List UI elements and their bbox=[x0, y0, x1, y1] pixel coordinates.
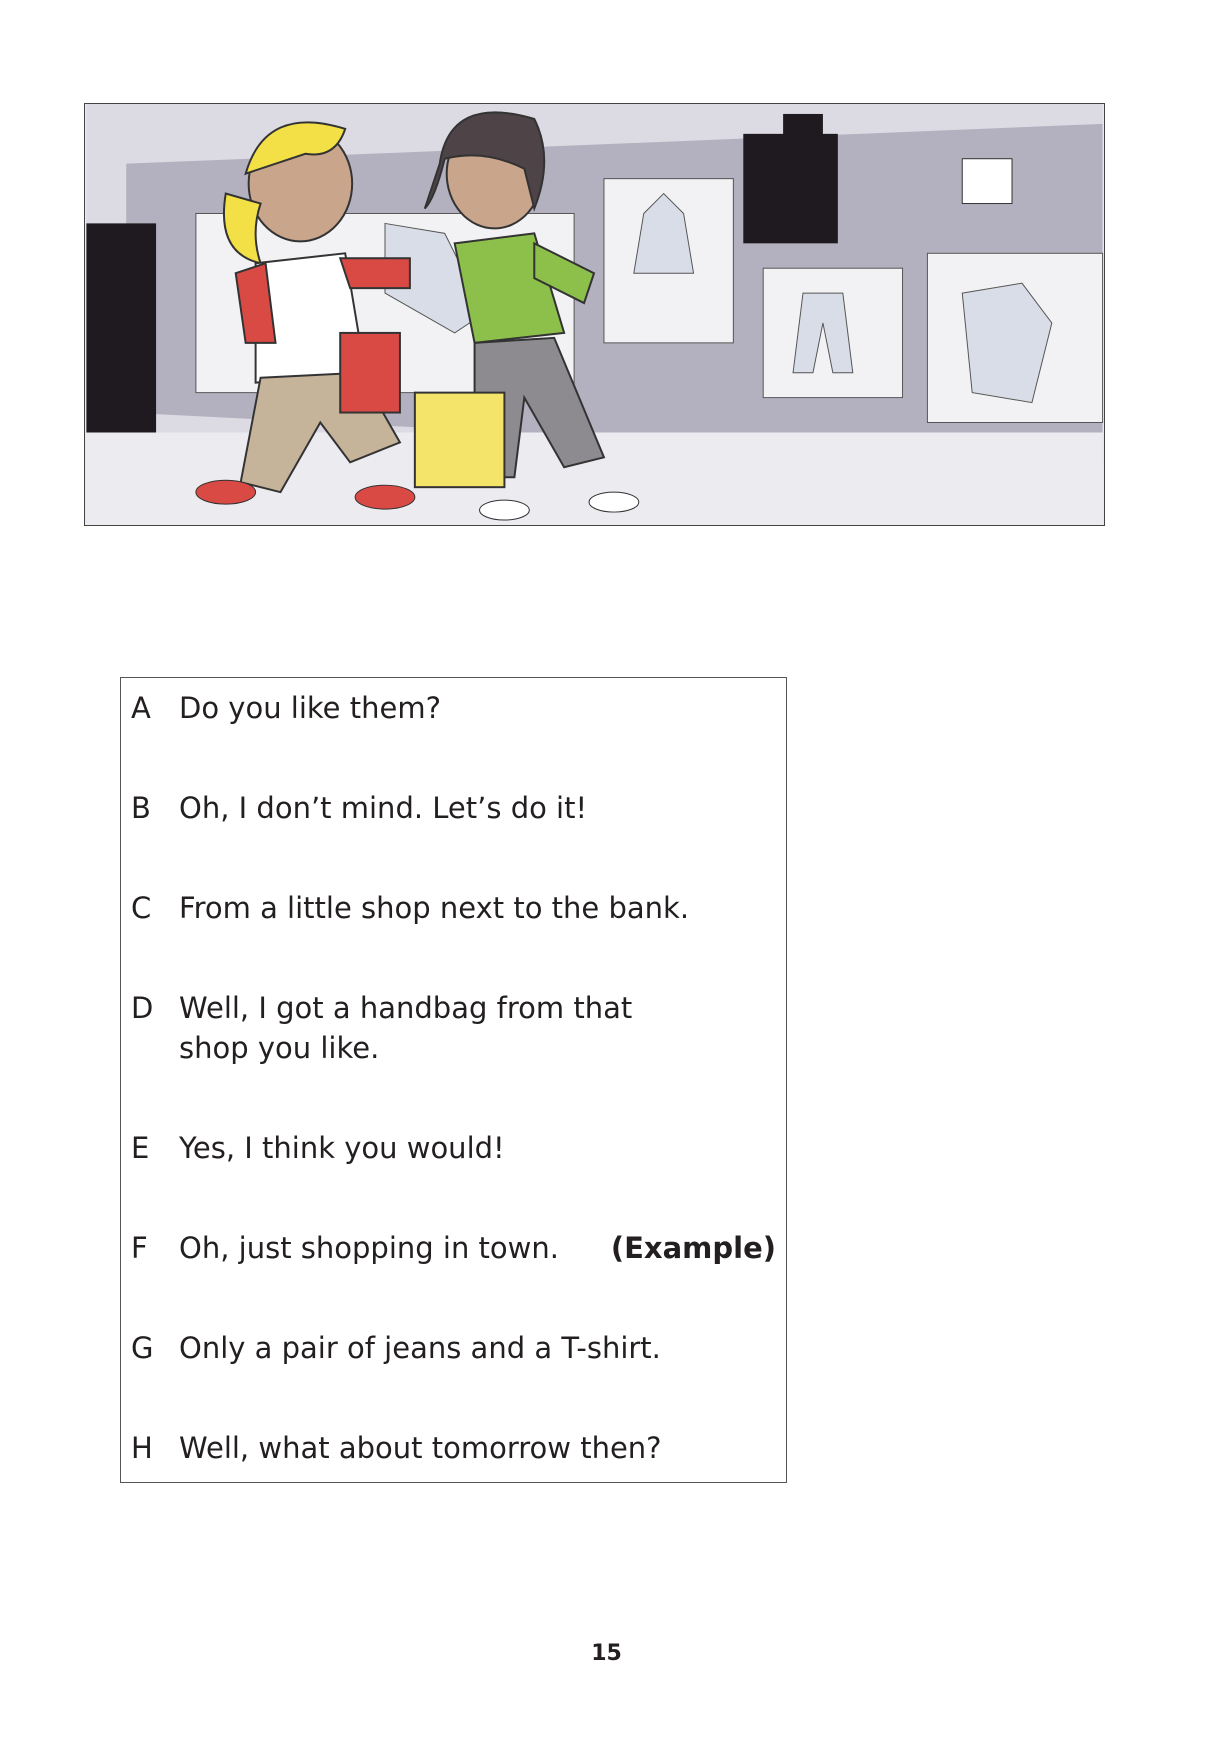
option-letter: F bbox=[131, 1231, 148, 1265]
option-letter: H bbox=[131, 1431, 153, 1465]
option-text: From a little shop next to the bank. bbox=[179, 891, 690, 925]
option-text: Do you like them? bbox=[179, 691, 441, 725]
option-letter: E bbox=[131, 1131, 150, 1165]
option-letter: B bbox=[131, 791, 151, 825]
option-text: Well, what about tomorrow then? bbox=[179, 1431, 662, 1465]
option-letter: G bbox=[131, 1331, 154, 1365]
option-letter: C bbox=[131, 891, 152, 925]
option-letter: D bbox=[131, 991, 154, 1025]
option-text: Only a pair of jeans and a T-shirt. bbox=[179, 1331, 661, 1365]
two-girls-shopping-icon bbox=[85, 104, 1104, 525]
page-number: 15 bbox=[591, 1641, 622, 1666]
example-label: (Example) bbox=[610, 1231, 776, 1265]
option-letter: A bbox=[131, 691, 151, 725]
shopping-illustration bbox=[84, 103, 1105, 526]
option-text: Well, I got a handbag from that shop you like. bbox=[179, 991, 633, 1065]
option-text: Yes, I think you would! bbox=[179, 1131, 505, 1165]
answer-options-box bbox=[120, 677, 787, 1483]
option-text: Oh, I don’t mind. Let’s do it! bbox=[179, 791, 588, 825]
option-text: Oh, just shopping in town. bbox=[179, 1231, 559, 1265]
